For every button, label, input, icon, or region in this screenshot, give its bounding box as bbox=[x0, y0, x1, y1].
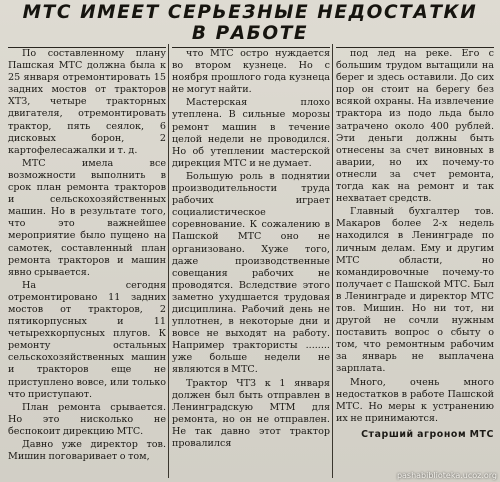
column-divider bbox=[332, 44, 333, 478]
paragraph: Много, очень много недостатков в работе Пашской МТС. Но меры к устранению их не принимаются. bbox=[336, 376, 494, 424]
paragraph: Мастерская плохо утеплена. В сильные морозы ремонт машин в течение целой недели не проводился. Но об утеплении мастерской дирекция МТС и не думает. bbox=[172, 97, 330, 169]
paragraph: Главный бухгалтер тов. Макаров более 2-х недель находился в Ленинграде по личным делам. Ему и другим МТС области, но командировочные почему-то получает с Пашской МТС. Был в Ленинграде и директор МТС тов. Мишин. Но ни тот, ни другой не сочли нужным поставить вопрос о сбыту о том, что ремонтным рабочим за январь не выплачена зарплата. bbox=[336, 206, 494, 375]
headline-line-2: В РАБОТЕ bbox=[191, 23, 309, 44]
article-headline bbox=[0, 2, 500, 44]
paragraph: План ремонта срывается. Но это нисколько не беспокоит дирекцию МТС. bbox=[8, 401, 166, 437]
author-signature: Старший агроном МТС bbox=[361, 428, 494, 440]
paragraph: Давно уже директор тов. Мишин поговаривает о том, bbox=[8, 439, 166, 463]
site-watermark: pashabiblioteka.ucoz.org bbox=[396, 471, 497, 480]
article-column-2 bbox=[172, 48, 330, 482]
paragraph: Трактор ЧТЗ к 1 января должен был быть отправлен в Ленинградскую МТМ для ремонта, но он не отправлен. Не так давно этот трактор провалился bbox=[172, 377, 330, 449]
column-divider bbox=[168, 44, 169, 478]
article-column-1 bbox=[8, 48, 166, 482]
paragraph: Большую роль в поднятии производительности труда рабочих играет социалистическое соревнование. К сожалению в Пашской МТС оно не организовано. Хуже того, даже производственные совещания рабочих не проводятся. Вследствие этого заметно ухудшается трудовая дисциплина. Рабочий день не уплотнен, в некоторые дни и вовсе не выходят на работу. Например трактористы ........ уже больше недели не являются в МТС. bbox=[172, 170, 330, 376]
paragraph: под лед на реке. Его с большим трудом вытащили на берег и здесь оставили. До сих пор он стоит на берегу без всякой охраны. На извлечение трактора из подо льда было затрачено около 400 рублей. Эти деньги должны быть отнесены за счет виновных в аварии, но их почему-то отнесли за счет ремонта, тогда как на ремонт и так нехватает средств. bbox=[336, 48, 494, 205]
paragraph: На сегодня отремонтировано 11 задних мостов от тракторов, 2 пятикорпусных и 11 четырехкорпусных плугов. К ремонту остальных сельскохозяйственных машин и тракторов еще не приступлено вовсе, или только что приступают. bbox=[8, 279, 166, 400]
paragraph: МТС имела все возможности выполнить в срок план ремонта тракторов и сельскохозяйственных машин. Но в результате того, что это важнейшее мероприятие было пущено на самотек, составленный план ремонта тракторов и машин явно срывается. bbox=[8, 157, 166, 278]
article-column-3 bbox=[336, 48, 494, 482]
paragraph: что МТС остро нуждается во втором кузнеце. Но с ноября прошлого года кузнеца не могут найти. bbox=[172, 48, 330, 96]
headline-line-1: МТС ИМЕЕТ СЕРЬЕЗНЫЕ НЕДОСТАТКИ bbox=[22, 2, 478, 23]
paragraph: По составленному плану Пашская МТС должна была к 25 января отремонтировать 15 задних мостов от тракторов ХТЗ, четыре тракторных двигателя, отремонтировать трактор, пять сеялок, 6 дисковых борон, 2 картофелесажалки и т. д. bbox=[8, 48, 166, 156]
